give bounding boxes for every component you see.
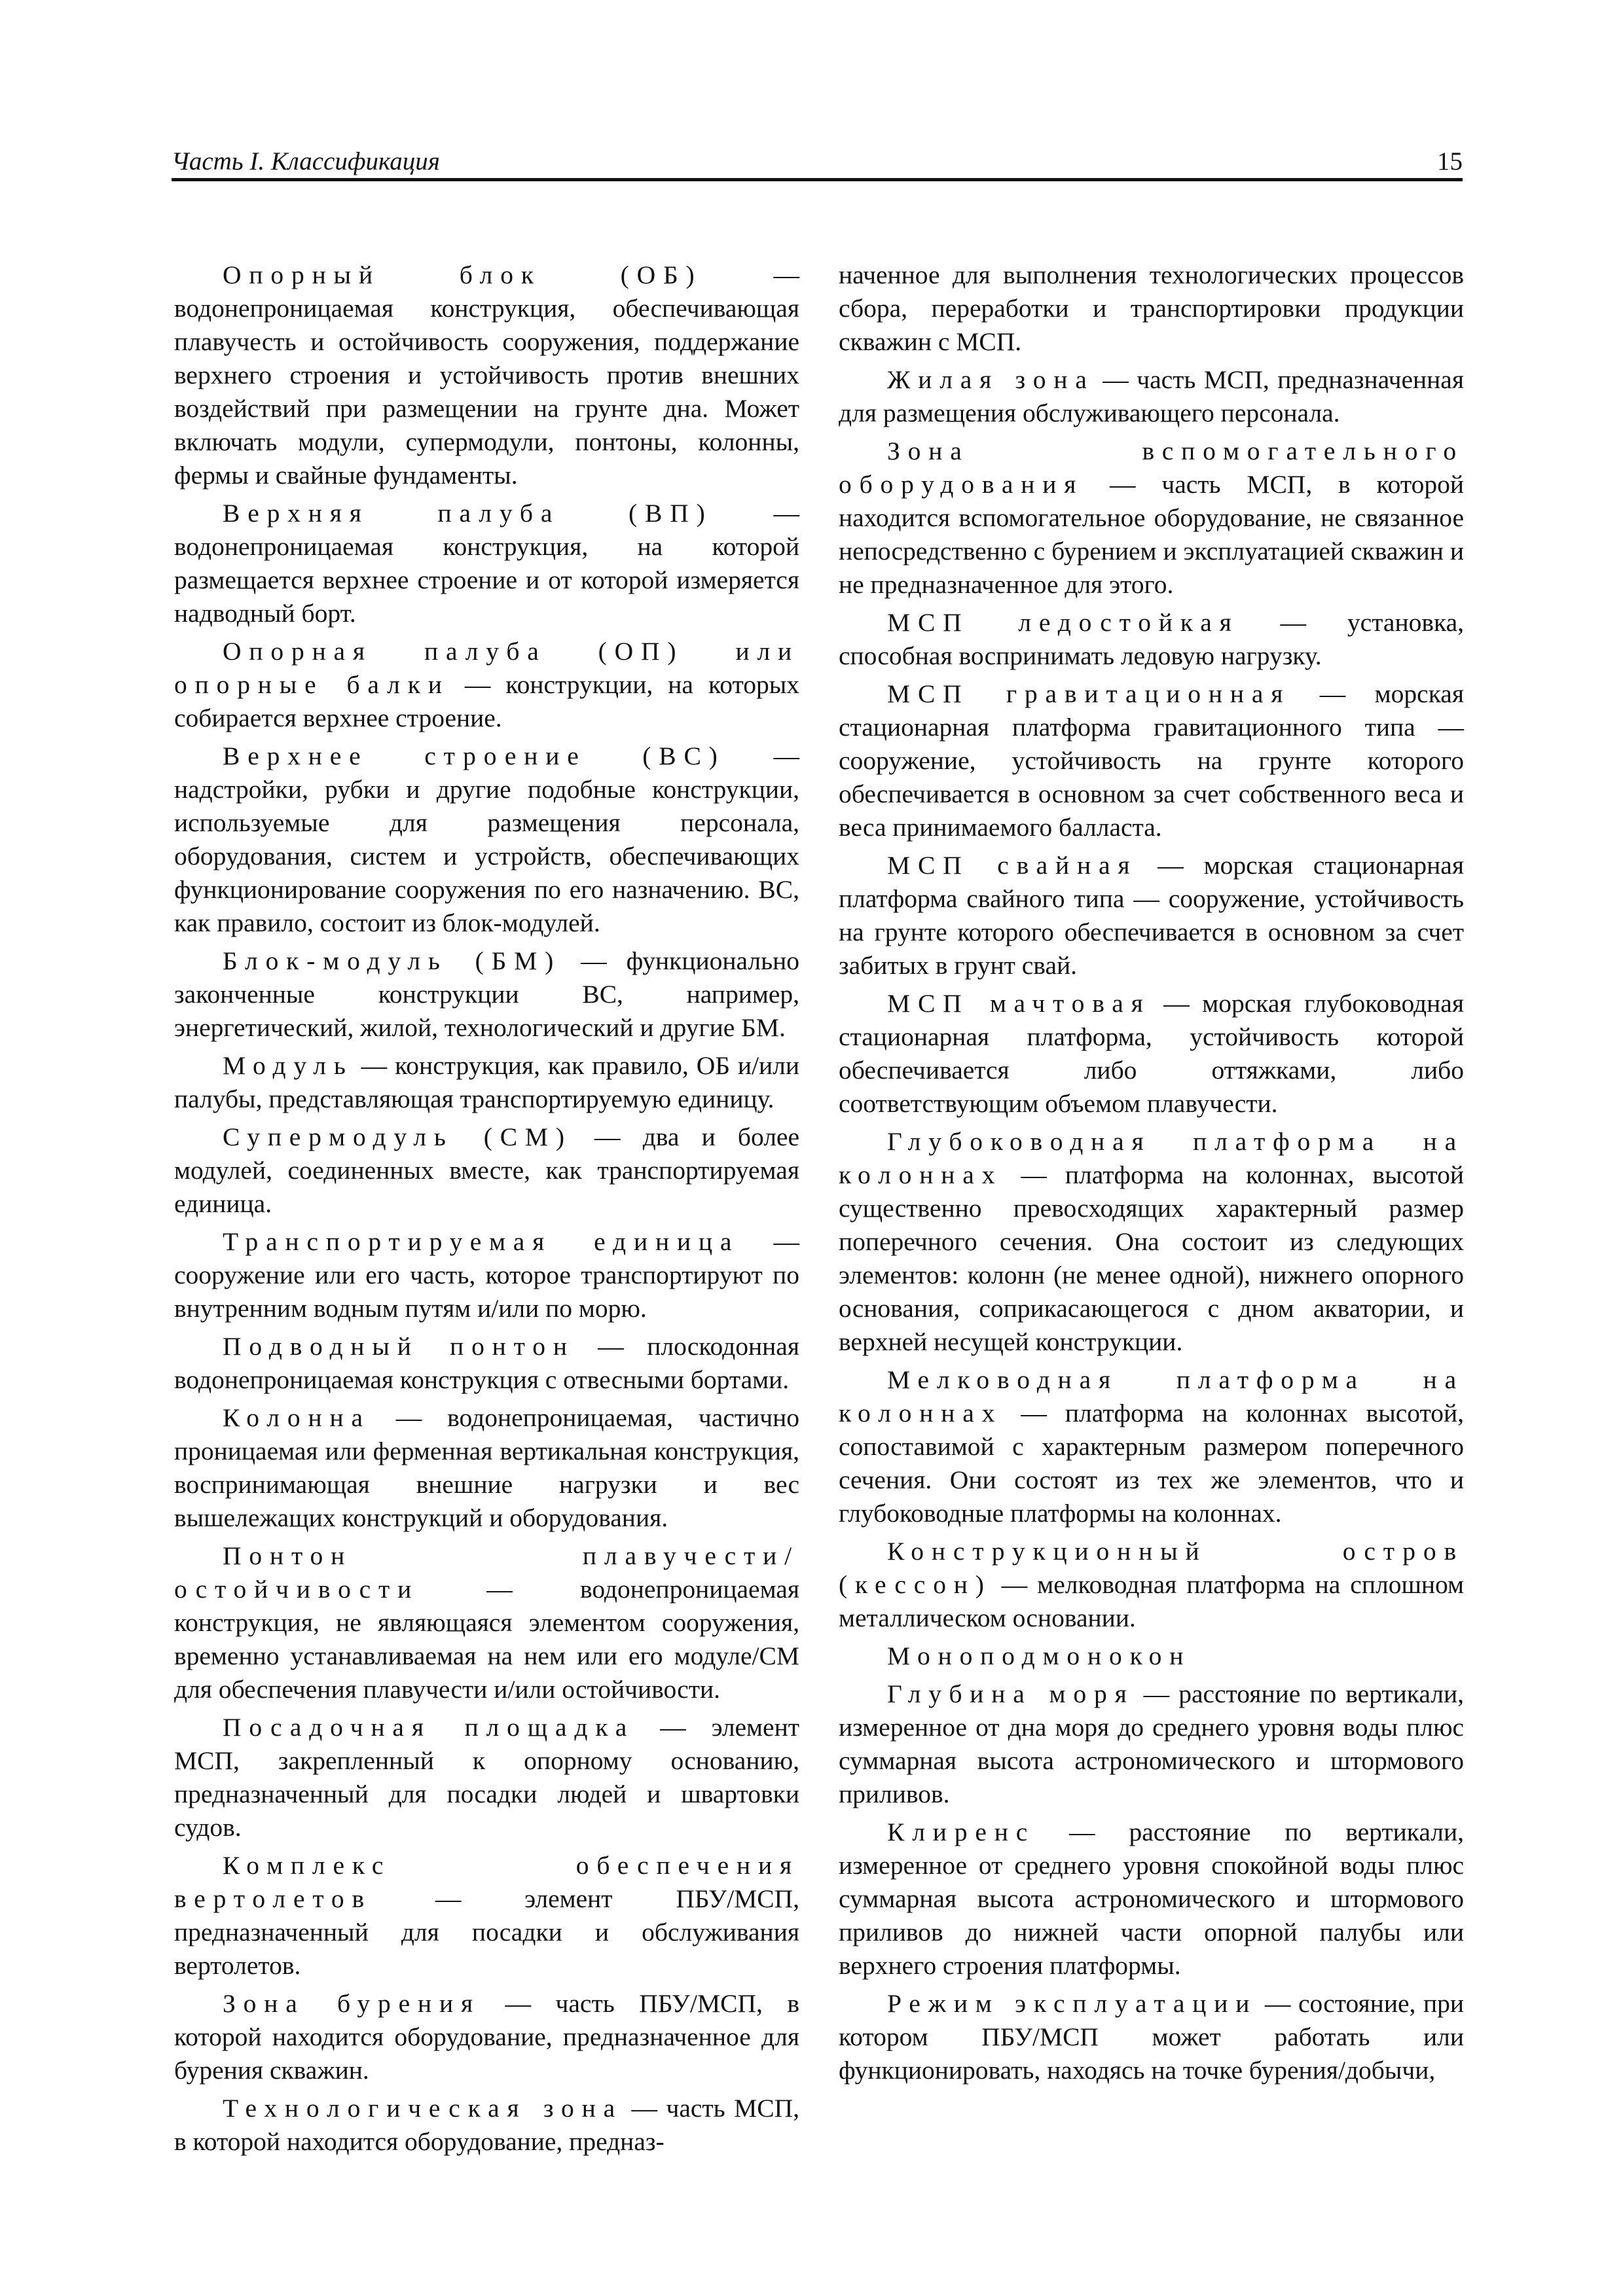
- definition-entry: [174, 1401, 799, 1535]
- definition-text: — часть МСП, предназначенная для размещения обслуживающего персонала.: [839, 365, 1464, 427]
- definition-term: Зона вспомогательного оборудования: [839, 437, 1464, 499]
- definition-term: Моноподмонокон: [887, 1641, 1192, 1670]
- definition-text: — платформа на колоннах, высотой существенно превосходящих характерный размер поперечного сечения. Она состоит из следующих элементов: колонн (не менее одной), нижнего опорного основания, соприкасающегося с дном акватории, и верхней несущей конструкции.: [839, 1160, 1464, 1356]
- definition-term: Подводный понтон: [223, 1332, 575, 1361]
- definition-entry: [839, 1363, 1464, 1530]
- definition-entry: [839, 1125, 1464, 1359]
- definition-term: МСП ледостойкая: [887, 608, 1239, 637]
- definition-entry: [174, 1225, 799, 1325]
- definition-term: Опорный блок (ОБ): [223, 260, 702, 289]
- definition-term: Комплекс обеспечения вертолетов: [174, 1851, 799, 1913]
- definition-text: — морская стационарная платформа гравитационного типа — сооружение, устойчивость на грунте которого обеспечивается в основном за счет собственного веса и веса принимаемого балласта.: [839, 679, 1464, 842]
- definition-text: — элемент ПБУ/МСП, предназначенный для посадки и обслуживания вертолетов.: [174, 1884, 799, 1980]
- running-title: Часть I. Классификация: [172, 147, 440, 175]
- continued-text: наченное для выполнения технологических процессов сбора, переработки и транспортировки продукции скважин с МСП.: [839, 260, 1464, 356]
- definition-term: Посадочная площадка: [223, 1713, 635, 1742]
- definition-entry: [174, 944, 799, 1045]
- definition-term: Мелководная платформа на колоннах: [839, 1365, 1464, 1427]
- definition-entry: [174, 1121, 799, 1221]
- definition-text: — платформа на колоннах высотой, сопоставимой с характерным размером поперечного сечения. Они состоят из тех же элементов, что и глубоководные платформы на колоннах.: [839, 1399, 1464, 1528]
- definition-entry: [839, 1535, 1464, 1635]
- definition-text: — часть ПБУ/МСП, в которой находится оборудование, предназначенное для бурения скважин.: [174, 1989, 800, 2085]
- definition-entry: [174, 1330, 799, 1397]
- definition-term: Зона бурения: [223, 1989, 481, 2018]
- definition-entry: [174, 1849, 799, 1982]
- definition-text: — расстояние по вертикали, измеренное от дна моря до среднего уровня воды плюс суммарная высота астрономического и штормового приливов.: [839, 1679, 1465, 1808]
- definition-entry: [174, 497, 799, 630]
- definition-text: — водонепроницаемая конструкция, на которой размещается верхнее строение и от которой измеряется надводный борт.: [174, 499, 799, 628]
- definition-term: Колонна: [223, 1403, 371, 1432]
- definition-term: МСП гравитационная: [887, 679, 1291, 708]
- definition-text: — мелководная платформа на сплошном металлическом основании.: [839, 1570, 1464, 1632]
- definition-entry: [839, 363, 1464, 430]
- definition-term: Режим эксплуатации: [887, 1989, 1258, 2018]
- definition-text: — два и более модулей, соединенных вместе, как транспортируемая единица.: [174, 1122, 799, 1218]
- definition-text: — конструкции, на которых собирается верхнее строение.: [174, 670, 799, 732]
- definition-term: Опорная палуба (ОП) или опорные балки: [174, 637, 799, 699]
- definition-entry: [174, 1711, 799, 1844]
- right-column: [839, 259, 1464, 2092]
- definition-term: Технологическая зона: [223, 2094, 623, 2123]
- definition-entry: [174, 259, 799, 492]
- definition-term: Понтон плавучести/остойчивости: [174, 1541, 799, 1604]
- definition-term: МСП свайная: [887, 851, 1138, 880]
- definition-text: — морская глубоководная стационарная платформа, устойчивость которой обеспечивается либо оттяжками, либо соответствующим объемом плавучести.: [839, 989, 1464, 1118]
- definition-text: — водонепроницаемая, частично проницаемая или ферменная вертикальная конструкция, воспринимающая внешние нагрузки и вес вышележащих конструкций и оборудования.: [174, 1403, 799, 1532]
- definition-term: Глубина моря: [887, 1679, 1135, 1708]
- definition-text: — состояние, при котором ПБУ/МСП может работать или функционировать, находясь на точке бурения/добычи,: [839, 1989, 1464, 2085]
- definition-term: Верхняя палуба (ВП): [223, 499, 713, 528]
- definition-text: — элемент МСП, закрепленный к опорному основанию, предназначенный для посадки людей и швартовки судов.: [174, 1713, 799, 1842]
- definition-text: — установка, способная воспринимать ледовую нагрузку.: [839, 608, 1464, 670]
- definition-entry: [174, 1987, 799, 2087]
- definition-entry: [839, 849, 1464, 982]
- page-number: 15: [1437, 147, 1463, 175]
- definition-text: — водонепроницаемая конструкция, не являющаяся элементом сооружения, временно устанавливаемая на нем или его модуле/СМ для обеспечения плавучести и/или остойчивости.: [174, 1575, 799, 1704]
- definition-entry: [174, 1049, 799, 1116]
- definition-entry: [839, 1677, 1464, 1811]
- definition-text: — часть МСП, в которой находится оборудование, предназ-: [174, 2094, 800, 2156]
- definition-term: Транспортируемая единица: [223, 1227, 740, 1256]
- definition-term: Супермодуль (СМ): [223, 1122, 572, 1151]
- definition-entry: [839, 435, 1464, 601]
- definition-entry: [174, 2092, 799, 2159]
- definition-term: Блок-модуль (БМ): [223, 946, 562, 975]
- definition-entry: [839, 1987, 1464, 2087]
- definition-term: МСП мачтовая: [887, 989, 1151, 1018]
- definition-entry: [839, 1640, 1464, 1673]
- definition-term: Верхнее строение (ВС): [223, 742, 725, 770]
- definition-text: — сооружение или его часть, которое транспортируют по внутренним водным путям и/или по морю.: [174, 1227, 800, 1323]
- left-column: [174, 259, 799, 2163]
- definition-term: Жилая зона: [887, 365, 1095, 394]
- definition-entry: [839, 677, 1464, 844]
- definition-text: — плоскодонная водонепроницаемая конструкция с отвесными бортами.: [174, 1332, 799, 1394]
- definition-term: Глубоководная платформа на колоннах: [839, 1127, 1464, 1189]
- definition-entry: [174, 1539, 799, 1706]
- definition-entry: [839, 987, 1464, 1121]
- definition-term: Модуль: [223, 1051, 354, 1080]
- definition-text: — функционально законченные конструкции ВС, например, энергетический, жилой, технологический и другие БМ.: [174, 946, 800, 1042]
- definition-text: — расстояние по вертикали, измеренное от среднего уровня спокойной воды плюс суммарная высота астрономического и штормового приливов до нижней части опорной палубы или верхнего строения платформы.: [839, 1818, 1464, 1980]
- definition-entry: [839, 606, 1464, 673]
- definition-text: — часть МСП, в которой находится вспомогательное оборудование, не связанное непосредственно с бурением и эксплуатацией скважин и не предназначенное для этого.: [839, 470, 1464, 599]
- page-header: [172, 145, 1463, 181]
- definition-term: Конструкционный остров (кессон): [839, 1537, 1464, 1599]
- definition-text: — надстройки, рубки и другие подобные конструкции, используемые для размещения персонала, оборудования, систем и устройств, обеспечивающих функционирование сооружения по его назначению. ВС, как правило, состоит из блок-модулей.: [174, 742, 800, 937]
- definition-text: — водонепроницаемая конструкция, обеспечивающая плавучесть и остойчивость сооружения, поддержание верхнего строения и устойчивость против внешних воздействий при размещении на грунте дна. Может включать модули, супермодули, понтоны, колонны, фермы и свайные фундаменты.: [174, 260, 800, 490]
- definition-text: — конструкция, как правило, ОБ и/или палубы, представляющая транспортируемую единицу.: [174, 1051, 799, 1113]
- definition-text: — морская стационарная платформа свайного типа — сооружение, устойчивость на грунте которого обеспечивается в основном за счет забитых в грунт свай.: [839, 851, 1464, 980]
- definition-entry: [174, 635, 799, 735]
- definition-entry: [839, 1816, 1464, 1982]
- definition-entry: [174, 740, 799, 940]
- definition-term: Клиренс: [887, 1818, 1036, 1846]
